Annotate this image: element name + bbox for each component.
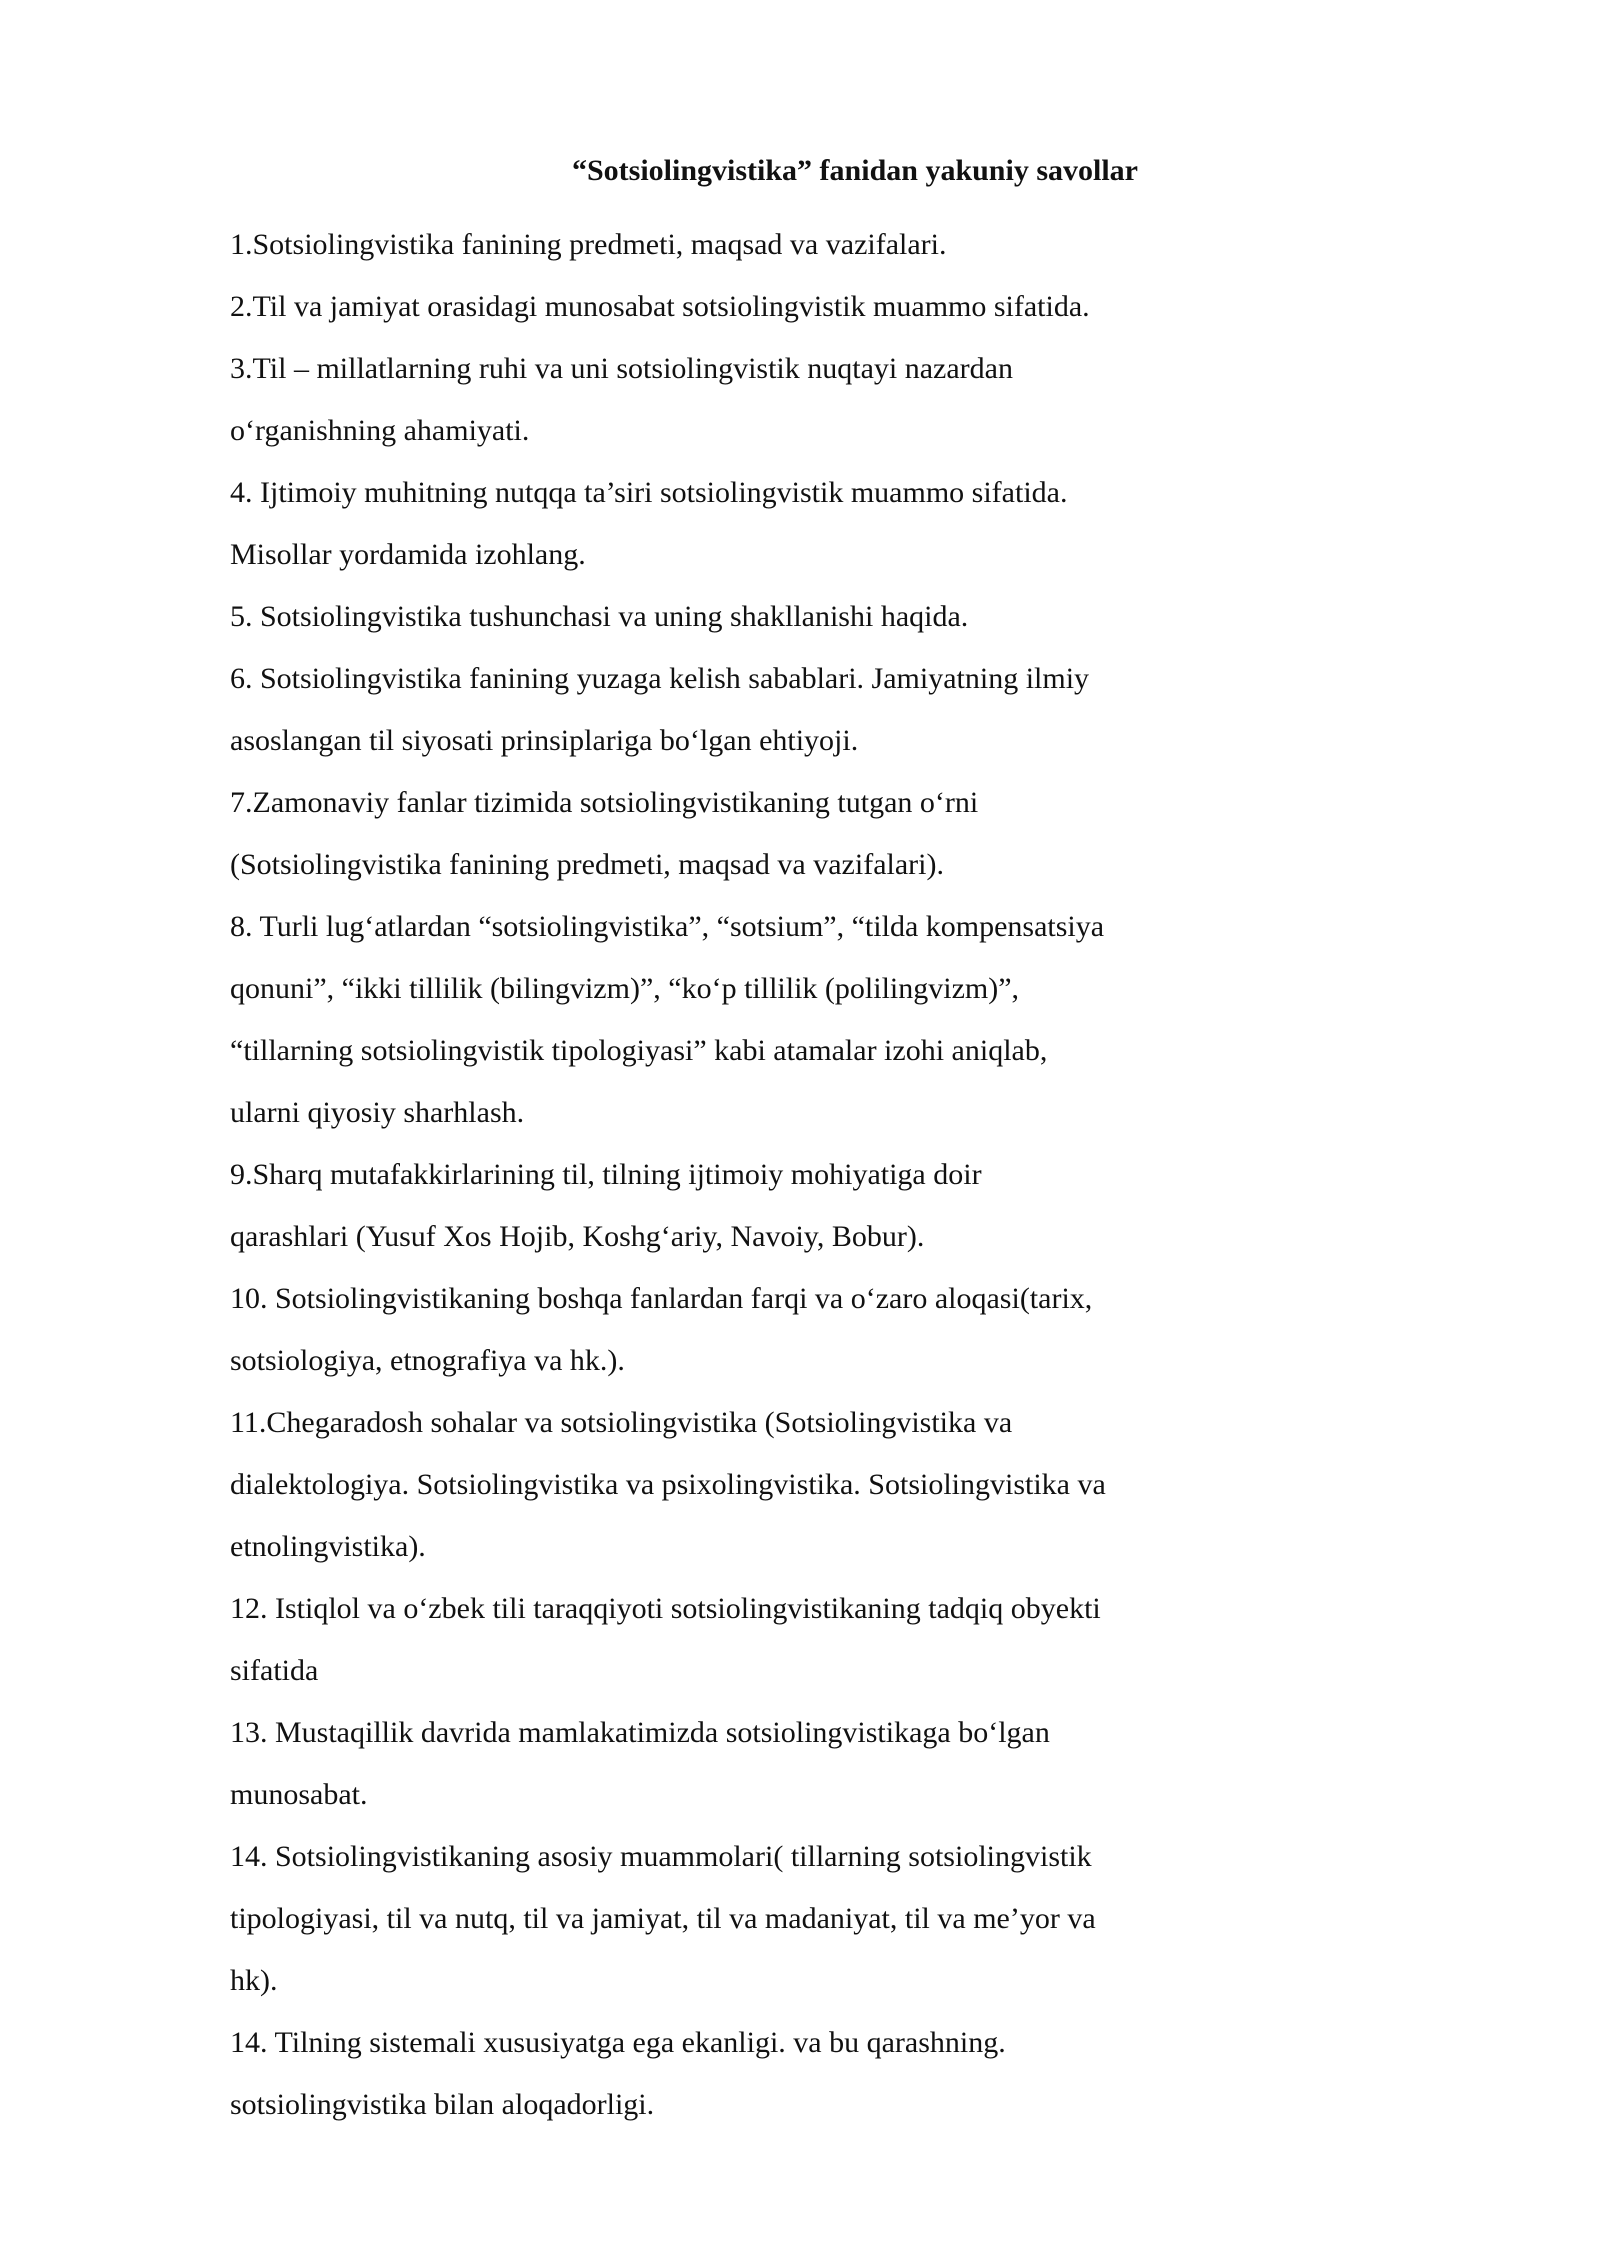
text-line: munosabat. [230, 1778, 368, 1811]
text-line: “tillarning sotsiolingvistik tipologiyasi” kabi atamalar izohi aniqlab, [230, 1034, 1048, 1067]
text-line: sotsiolingvistika bilan aloqadorligi. [230, 2088, 655, 2121]
text-line: 1.Sotsiolingvistika fanining predmeti, maqsad va vazifalari. [230, 228, 947, 261]
text-line: qonuni”, “ikki tillilik (bilingvizm)”, “ko‘p tillilik (polilingvizm)”, [230, 972, 1020, 1005]
text-line: qarashlari (Yusuf Xos Hojib, Koshg‘ariy, Navoiy, Bobur). [230, 1220, 925, 1253]
text-line: 14. Tilning sistemali xususiyatga ega ekanligi. va bu qarashning. [230, 2026, 1006, 2059]
text-line: o‘rganishning ahamiyati. [230, 414, 530, 447]
text-line: ularni qiyosiy sharhlash. [230, 1096, 525, 1129]
text-line: 8. Turli lug‘atlardan “sotsiolingvistika”, “sotsium”, “tilda kompensatsiya [230, 910, 1105, 943]
text-line: (Sotsiolingvistika fanining predmeti, maqsad va vazifalari). [230, 848, 944, 881]
text-line: 6. Sotsiolingvistika fanining yuzaga kelish sabablari. Jamiyatning ilmiy [230, 662, 1090, 695]
text-line: sifatida [230, 1654, 319, 1687]
document-title: “Sotsiolingvistika” fanidan yakuniy savollar [572, 154, 1138, 187]
text-line: 2.Til va jamiyat orasidagi munosabat sotsiolingvistik muammo sifatida. [230, 290, 1090, 323]
text-line: 4. Ijtimoiy muhitning nutqqa ta’siri sotsiolingvistik muammo sifatida. [230, 476, 1068, 509]
text-line: hk). [230, 1964, 278, 1997]
text-line: tipologiyasi, til va nutq, til va jamiyat, til va madaniyat, til va me’yor va [230, 1902, 1096, 1935]
text-line: Misollar yordamida izohlang. [230, 538, 586, 571]
text-line: 5. Sotsiolingvistika tushunchasi va uning shakllanishi haqida. [230, 600, 969, 633]
text-line: 7.Zamonaviy fanlar tizimida sotsiolingvistikaning tutgan o‘rni [230, 786, 979, 819]
text-line: 3.Til – millatlarning ruhi va uni sotsiolingvistik nuqtayi nazardan [230, 352, 1013, 385]
text-line: 13. Mustaqillik davrida mamlakatimizda sotsiolingvistikaga bo‘lgan [230, 1716, 1050, 1749]
text-line: 11.Chegaradosh sohalar va sotsiolingvistika (Sotsiolingvistika va [230, 1406, 1013, 1439]
text-line: asoslangan til siyosati prinsiplariga bo‘lgan ehtiyoji. [230, 724, 859, 757]
text-line: dialektologiya. Sotsiolingvistika va psixolingvistika. Sotsiolingvistika va [230, 1468, 1106, 1501]
text-line: etnolingvistika). [230, 1530, 426, 1563]
questions-list [230, 214, 1230, 2136]
text-line: 9.Sharq mutafakkirlarining til, tilning ijtimoiy mohiyatiga doir [230, 1158, 982, 1191]
text-line: 12. Istiqlol va o‘zbek tili taraqqiyoti sotsiolingvistikaning tadqiq obyekti [230, 1592, 1101, 1625]
text-line: sotsiologiya, etnografiya va hk.). [230, 1344, 625, 1377]
text-line: 10. Sotsiolingvistikaning boshqa fanlardan farqi va o‘zaro aloqasi(tarix, [230, 1282, 1093, 1315]
text-line: 14. Sotsiolingvistikaning asosiy muammolari( tillarning sotsiolingvistik [230, 1840, 1092, 1873]
